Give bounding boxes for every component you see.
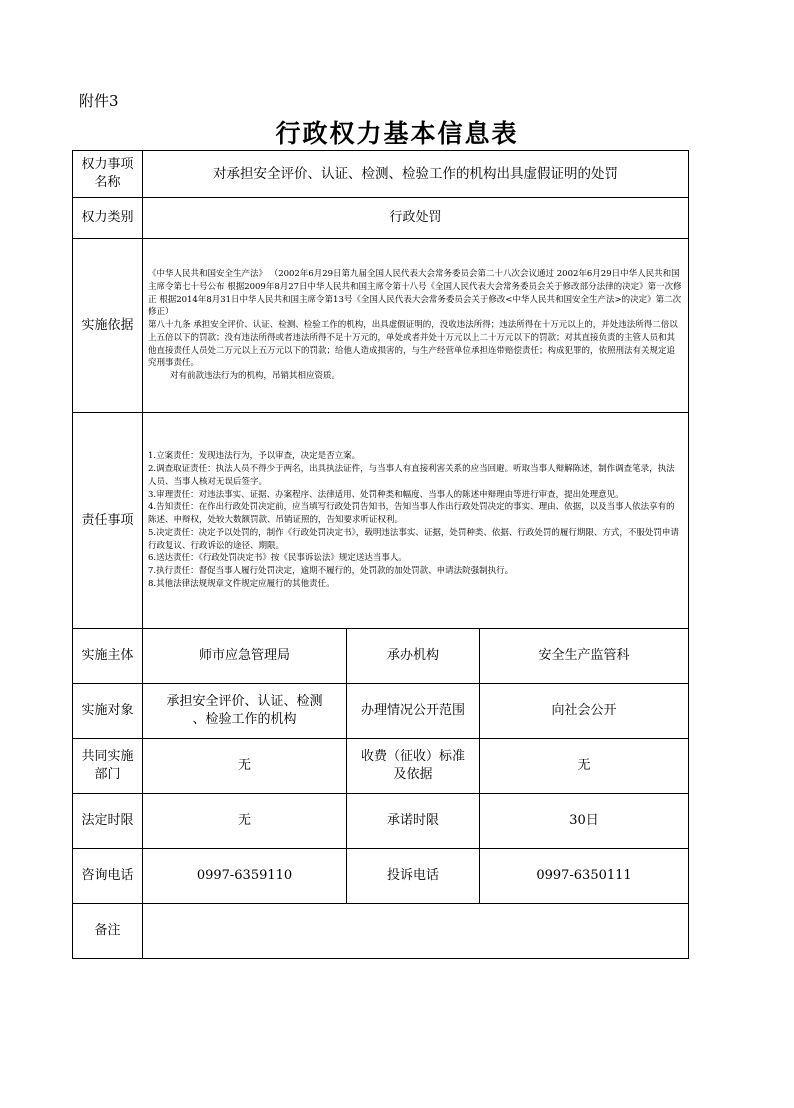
handling-agency-label: 承办机构	[347, 629, 480, 684]
row-remarks	[73, 904, 689, 959]
fee-standard-label-line2: 及依据	[393, 767, 433, 782]
joint-dept-label-line1: 共同实施	[81, 749, 134, 765]
fee-standard-label	[347, 739, 480, 794]
row-joint	[73, 739, 689, 794]
responsibility-item: 3.审理责任：对违法事实、证据、办案程序、法律适用、处罚种类和幅度、当事人的陈述申辩理由等进行审查，提出处理意见。	[148, 489, 624, 500]
responsibility-item: 2.调查取证责任：执法人员不得少于两名，出具执法证件，与当事人有直接利害关系的应当回避。听取当事人辩解陈述，制作调查笔录，执法人员、当事人核对无误后签字。	[148, 464, 675, 487]
attachment-label: 附件3	[79, 92, 119, 110]
target-value-line1: 承担安全评价、认证、检测	[166, 694, 323, 710]
row-target	[73, 684, 689, 739]
responsibility-item: 1.立案责任：发现违法行为，予以审查，决定是否立案。	[148, 451, 361, 462]
target-value	[143, 684, 347, 739]
responsibilities-label: 责任事项	[73, 413, 143, 629]
info-table	[72, 150, 689, 959]
basis-law: 《中华人民共和国安全生产法》 （2002年6月29日第九届全国人民代表大会常务委员会第二十八次会议通过 2002年6月29日中华人民共和国主席令第七十号公布 根据2009年8月27日中华人民共和国主席令第十八号《全国人民代表大会常务委员会关于修改部分法律的决定》第一次修正 根据2014年8月31日中华人民共和国主席令第13号《全国人民代表大会常务委员会关于修改<中华人民共和国安全生产法>的决定》第二次修正）	[148, 269, 682, 318]
power-name-label	[73, 151, 143, 198]
handling-agency-value: 安全生产监管科	[480, 629, 689, 684]
document-title: 行政权力基本信息表	[275, 119, 519, 148]
joint-dept-label	[73, 739, 143, 794]
remarks-value	[143, 904, 689, 959]
disclosure-scope-label: 办理情况公开范围	[347, 684, 480, 739]
disclosure-scope-value: 向社会公开	[480, 684, 689, 739]
row-basis	[73, 239, 689, 413]
row-responsibilities	[73, 413, 689, 629]
responsibility-item: 6.送达责任：《行政处罚决定书》按《民事诉讼法》规定送达当事人。	[148, 553, 407, 564]
target-value-line2: 、检验工作的机构	[192, 712, 297, 727]
responsibility-item: 5.决定责任：决定予以处罚的，制作《行政处罚决定书》，载明违法事实、证据，处罚种类、依据、行政处罚的履行期限、方式，不服处罚申请行政复议、行政诉讼的途径、期限。	[148, 527, 679, 551]
responsibility-item: 7.执行责任：督促当事人履行处罚决定，逾期不履行的，处罚款的加处罚款、申请法院强制执行。	[148, 566, 514, 577]
basis-text	[143, 239, 689, 413]
basis-extra: 对有前款违法行为的机构，吊销其相应资质。	[170, 371, 341, 382]
fee-standard-label-line1: 收费（征收）标准	[360, 749, 465, 765]
promised-time-limit-label: 承诺时限	[347, 794, 480, 849]
joint-dept-value: 无	[143, 739, 347, 794]
legal-time-limit-label: 法定时限	[73, 794, 143, 849]
complaint-phone-label: 投诉电话	[347, 849, 480, 904]
row-phones	[73, 849, 689, 904]
row-power-name	[73, 151, 689, 198]
power-name-value: 对承担安全评价、认证、检测、检验工作的机构出具虚假证明的处罚	[143, 151, 689, 198]
subject-value: 师市应急管理局	[143, 629, 347, 684]
joint-dept-label-line2: 部门	[94, 767, 121, 782]
subject-label: 实施主体	[73, 629, 143, 684]
row-power-category	[73, 198, 689, 239]
responsibility-item: 4.告知责任：在作出行政处罚决定前，应当填写行政处罚告知书，告知当事人作出行政处罚决定的事实、理由、依据，以及当事人依法享有的陈述、申辩权，处较大数额罚款、吊销证照的，告知要求听证权利。	[148, 502, 675, 526]
basis-article: 第八十九条 承担安全评价、认证、检测、检验工作的机构，出具虚假证明的，没收违法所得；违法所得在十万元以上的，并处违法所得二倍以上五倍以下的罚款；没有违法所得或者违法所得不足十万元的，单处或者并处十万元以上二十万元以下的罚款；对其直接负责的主管人员和其他直接责任人员处二万元以上五万元以下的罚款；给他人造成损害的，与生产经营单位承担连带赔偿责任；构成犯罪的，依照刑法有关规定追究刑事责任。	[148, 320, 678, 369]
promised-time-limit-value: 30日	[480, 794, 689, 849]
responsibility-item: 8.其他法律法规规章文件规定应履行的其他责任。	[148, 578, 335, 589]
remarks-label: 备注	[73, 904, 143, 959]
legal-time-limit-value: 无	[143, 794, 347, 849]
row-time-limit	[73, 794, 689, 849]
row-subject	[73, 629, 689, 684]
consult-phone-value: 0997-6359110	[143, 849, 347, 904]
power-category-label: 权力类别	[73, 198, 143, 239]
basis-label: 实施依据	[73, 239, 143, 413]
power-category-value: 行政处罚	[143, 198, 689, 239]
complaint-phone-value: 0997-6350111	[480, 849, 689, 904]
consult-phone-label: 咨询电话	[73, 849, 143, 904]
target-label: 实施对象	[73, 684, 143, 739]
power-name-label-line2: 名称	[94, 175, 121, 190]
fee-standard-value: 无	[480, 739, 689, 794]
power-name-label-line1: 权力事项	[81, 157, 134, 173]
responsibilities-text	[143, 413, 689, 629]
